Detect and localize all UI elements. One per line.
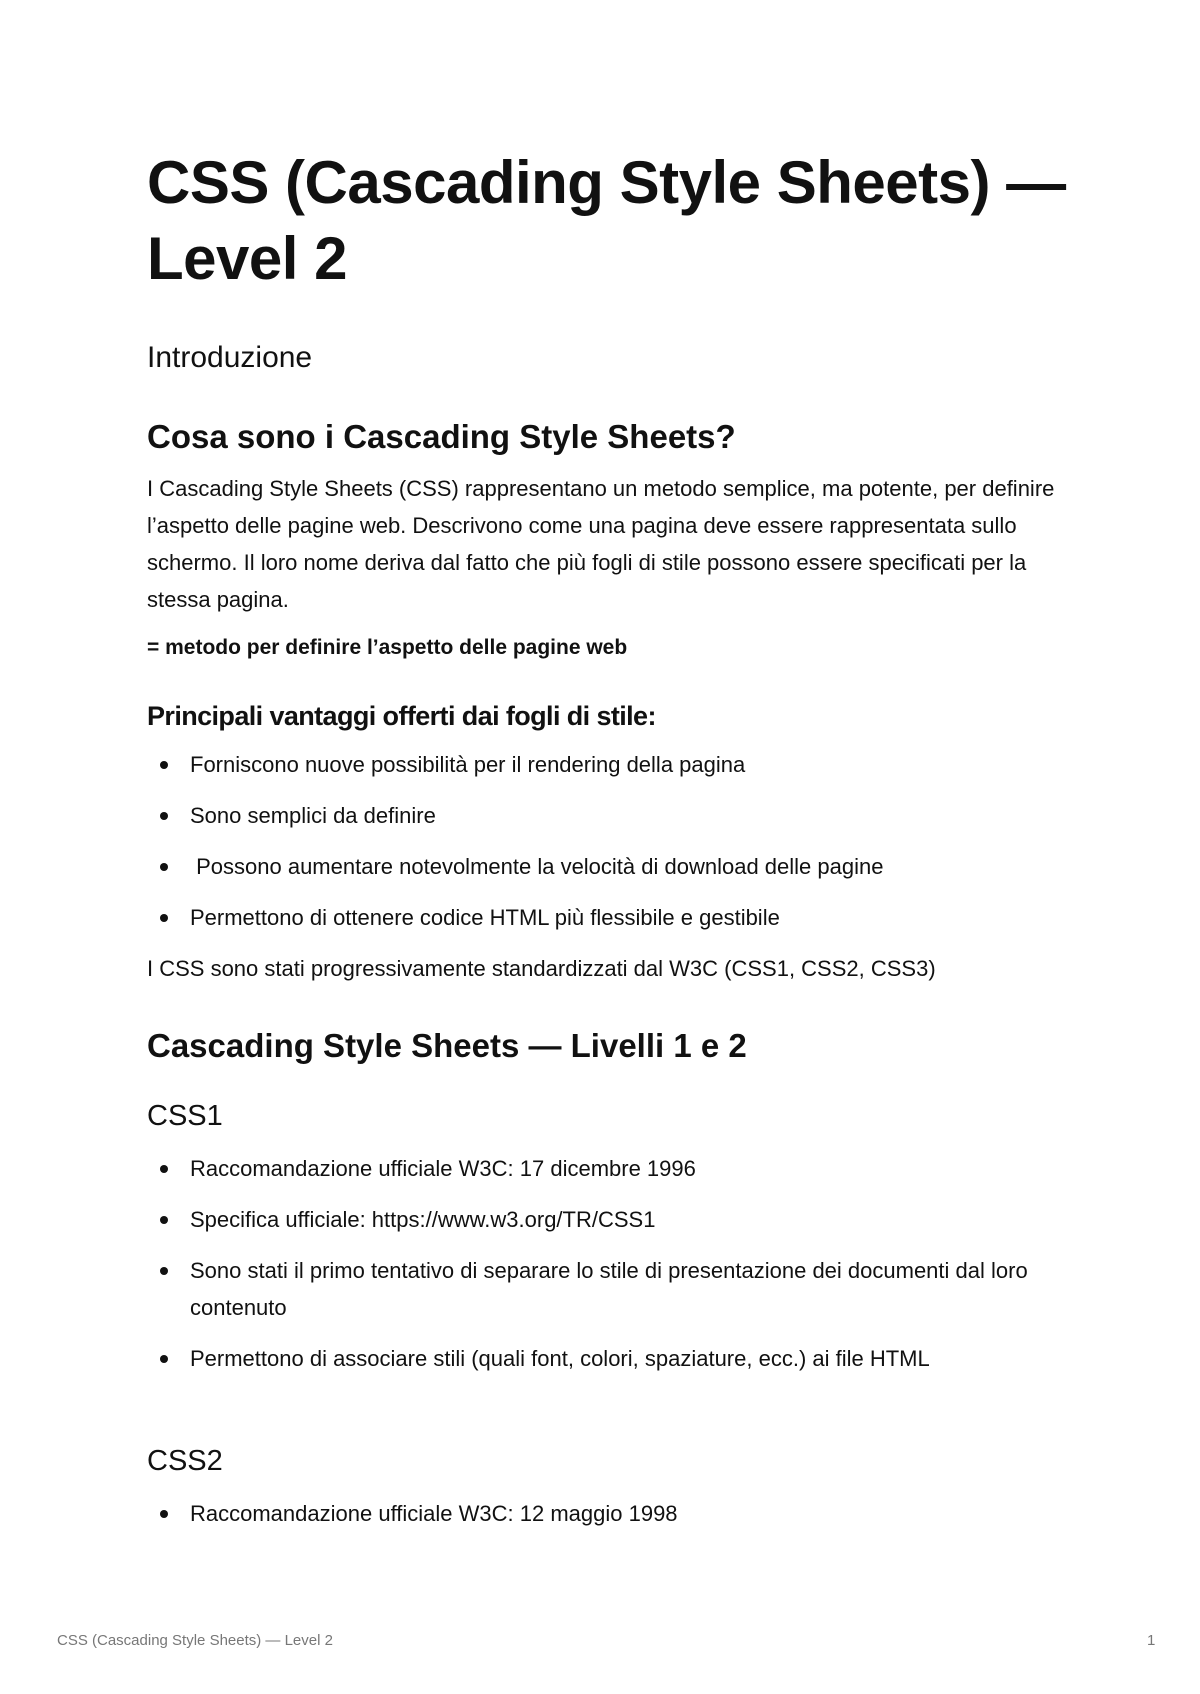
list-item-text: Sono stati il primo tentativo di separare lo stile di presentazione dei documenti dal loro contenuto <box>190 1258 1028 1320</box>
list-item-text: Raccomandazione ufficiale W3C: 17 dicembre 1996 <box>190 1156 696 1181</box>
section-heading-levels: Cascading Style Sheets — Livelli 1 e 2 <box>147 1027 747 1064</box>
css2-list <box>147 1495 1047 1532</box>
list-item-text: Specifica ufficiale: https://www.w3.org/TR/CSS1 <box>190 1207 656 1232</box>
list-item-text: Possono aumentare notevolmente la velocità di download delle pagine <box>190 854 884 879</box>
list-item <box>147 1150 1047 1187</box>
bullet-icon <box>160 1510 168 1518</box>
css1-list <box>147 1150 1047 1377</box>
list-item <box>147 746 1047 783</box>
list-item <box>147 797 1047 834</box>
list-item-text: Permettono di associare stili (quali font, colori, spaziature, ecc.) ai file HTML <box>190 1346 930 1371</box>
list-item <box>147 1495 1047 1532</box>
document-title: CSS (Cascading Style Sheets) — Level 2 <box>147 149 1066 292</box>
footer-page-number: 1 <box>1147 1632 1156 1649</box>
bullet-icon <box>160 761 168 769</box>
bullet-icon <box>160 863 168 871</box>
list-item <box>147 899 1047 936</box>
css1-heading: CSS1 <box>147 1100 223 1132</box>
bullet-icon <box>160 1165 168 1173</box>
intro-paragraph: I Cascading Style Sheets (CSS) rappresentano un metodo semplice, ma potente, per definire l’aspetto delle pagine web. Descrivono come una pagina deve essere rappresentata sullo schermo. Il loro nome deriva dal fatto che più fogli di stile possono essere specificati per la stessa pagina. <box>147 476 1055 612</box>
advantages-heading: Principali vantaggi offerti dai fogli di stile: <box>147 701 656 731</box>
bullet-icon <box>160 1355 168 1363</box>
section-heading-what-are-css: Cosa sono i Cascading Style Sheets? <box>147 418 736 455</box>
bullet-icon <box>160 1267 168 1275</box>
standardization-note: I CSS sono stati progressivamente standardizzati dal W3C (CSS1, CSS2, CSS3) <box>147 956 936 981</box>
list-item <box>147 1201 1047 1238</box>
list-item <box>147 1252 1047 1326</box>
list-item-text: Sono semplici da definire <box>190 803 436 828</box>
list-item-text: Permettono di ottenere codice HTML più flessibile e gestibile <box>190 905 780 930</box>
summary-definition: = metodo per definire l’aspetto delle pagine web <box>147 636 628 659</box>
list-item <box>147 1340 1047 1377</box>
css2-heading: CSS2 <box>147 1445 223 1477</box>
intro-heading: Introduzione <box>147 341 313 374</box>
list-item <box>147 848 1047 885</box>
advantages-list <box>147 746 1047 936</box>
list-item-text: Raccomandazione ufficiale W3C: 12 maggio 1998 <box>190 1501 678 1526</box>
footer-document-title: CSS (Cascading Style Sheets) — Level 2 <box>57 1632 333 1649</box>
bullet-icon <box>160 812 168 820</box>
bullet-icon <box>160 1216 168 1224</box>
bullet-icon <box>160 914 168 922</box>
list-item-text: Forniscono nuove possibilità per il rendering della pagina <box>190 752 746 777</box>
